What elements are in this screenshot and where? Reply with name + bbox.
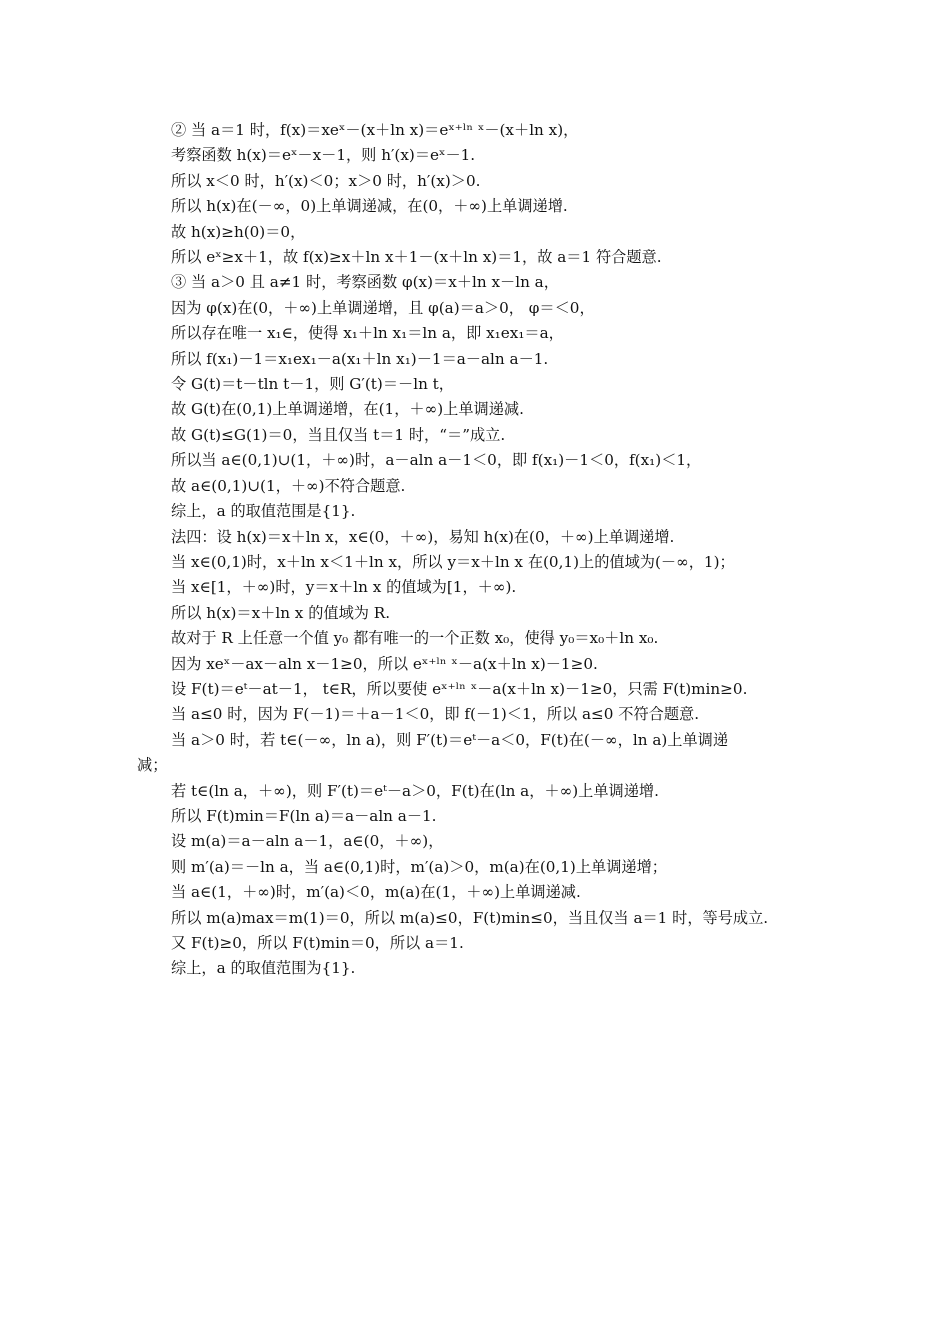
text-line: 所以 eˣ≥x＋1，故 f(x)≥x＋ln x＋1－(x＋ln x)＝1，故 a＝1 符合题意.: [171, 248, 662, 267]
text-line: 所以 h(x)在(－∞，0)上单调递减，在(0，＋∞)上单调递增.: [171, 197, 568, 216]
text-line: 所以 h(x)＝x＋ln x 的值域为 R.: [171, 603, 391, 622]
text-line: 又 F(t)≥0，所以 F(t)min＝0，所以 a＝1.: [171, 934, 464, 952]
text-line-continuation: 减；: [137, 756, 168, 775]
text-line: 所以 f(x₁)－1＝x₁ex₁－a(x₁＋ln x₁)－1＝a－aln a－1.: [171, 349, 549, 368]
text-line: 设 F(t)＝eᵗ－at－1， t∈R，所以要使 eˣ⁺ˡⁿ ˣ－a(x＋ln x)－1≥0，只需 F(t)min≥0.: [171, 679, 748, 698]
text-line: 综上，a 的取值范围是{1}.: [171, 502, 356, 521]
text-line: 所以当 a∈(0,1)∪(1，＋∞)时，a－aln a－1＜0，即 f(x₁)－1＜0，f(x₁)＜1，: [171, 451, 702, 470]
document-body: [137, 118, 817, 982]
text-line: ② 当 a＝1 时，f(x)＝xeˣ－(x＋ln x)＝eˣ⁺ˡⁿ ˣ－(x＋ln x)，: [171, 121, 579, 139]
text-line: 所以存在唯一 x₁∈，使得 x₁＋ln x₁＝ln a，即 x₁ex₁＝a，: [171, 324, 564, 343]
text-line: 当 x∈[1，＋∞)时，y＝x＋ln x 的值域为[1，＋∞).: [171, 578, 517, 597]
text-line: 当 a≤0 时，因为 F(－1)＝＋a－1＜0，即 f(－1)＜1，所以 a≤0 不符合题意.: [171, 705, 700, 724]
text-line: 故 G(t)在(0,1)上单调递增，在(1，＋∞)上单调递减.: [171, 400, 524, 419]
text-line: 综上，a 的取值范围为{1}.: [171, 959, 356, 978]
text-line: 所以 x＜0 时，h′(x)＜0；x＞0 时，h′(x)＞0.: [171, 171, 481, 190]
text-line: 故 G(t)≤G(1)＝0，当且仅当 t＝1 时，“＝”成立.: [171, 425, 506, 444]
text-line: 因为 xeˣ－ax－aln x－1≥0，所以 eˣ⁺ˡⁿ ˣ－a(x＋ln x)－1≥0.: [171, 654, 598, 673]
text-line: 当 x∈(0,1)时，x＋ln x＜1＋ln x，所以 y＝x＋ln x 在(0,1)上的值域为(－∞，1)；: [171, 552, 735, 571]
text-line: 当 a＞0 时，若 t∈(－∞，ln a)，则 F′(t)＝eᵗ－a＜0，F(t)在(－∞，ln a)上单调递: [171, 730, 729, 749]
text-line: 若 t∈(ln a，＋∞)，则 F′(t)＝eᵗ－a＞0，F(t)在(ln a，＋∞)上单调递增.: [171, 781, 659, 800]
text-line: ③ 当 a＞0 且 a≠1 时，考察函数 φ(x)＝x＋ln x－ln a，: [171, 273, 559, 292]
text-line: 考察函数 h(x)＝eˣ－x－1，则 h′(x)＝eˣ－1.: [171, 146, 476, 165]
text-line: 所以 m(a)max＝m(1)＝0，所以 m(a)≤0，F(t)min≤0，当且仅当 a＝1 时，等号成立.: [171, 908, 769, 927]
text-line: 故 a∈(0,1)∪(1，＋∞)不符合题意.: [171, 476, 406, 495]
text-line: 令 G(t)＝t－tln t－1，则 G′(t)＝－ln t，: [171, 375, 454, 394]
text-line: 故 h(x)≥h(0)＝0，: [171, 222, 306, 241]
text-line: 设 m(a)＝a－aln a－1，a∈(0，＋∞)，: [171, 832, 444, 851]
text-line: 法四：设 h(x)＝x＋ln x，x∈(0，＋∞)，易知 h(x)在(0，＋∞)上单调递增.: [171, 527, 675, 546]
text-line: 因为 φ(x)在(0，＋∞)上单调递增，且 φ(a)＝a＞0， φ＝＜0，: [171, 298, 595, 317]
text-line: 当 a∈(1，＋∞)时，m′(a)＜0，m(a)在(1，＋∞)上单调递减.: [171, 883, 581, 902]
text-line: 所以 F(t)min＝F(ln a)＝a－aln a－1.: [171, 806, 437, 825]
text-line: 则 m′(a)＝－ln a，当 a∈(0,1)时，m′(a)＞0，m(a)在(0,1)上单调递增；: [171, 857, 667, 876]
text-line: 故对于 R 上任意一个值 y₀ 都有唯一的一个正数 x₀，使得 y₀＝x₀＋ln x₀.: [171, 629, 659, 648]
